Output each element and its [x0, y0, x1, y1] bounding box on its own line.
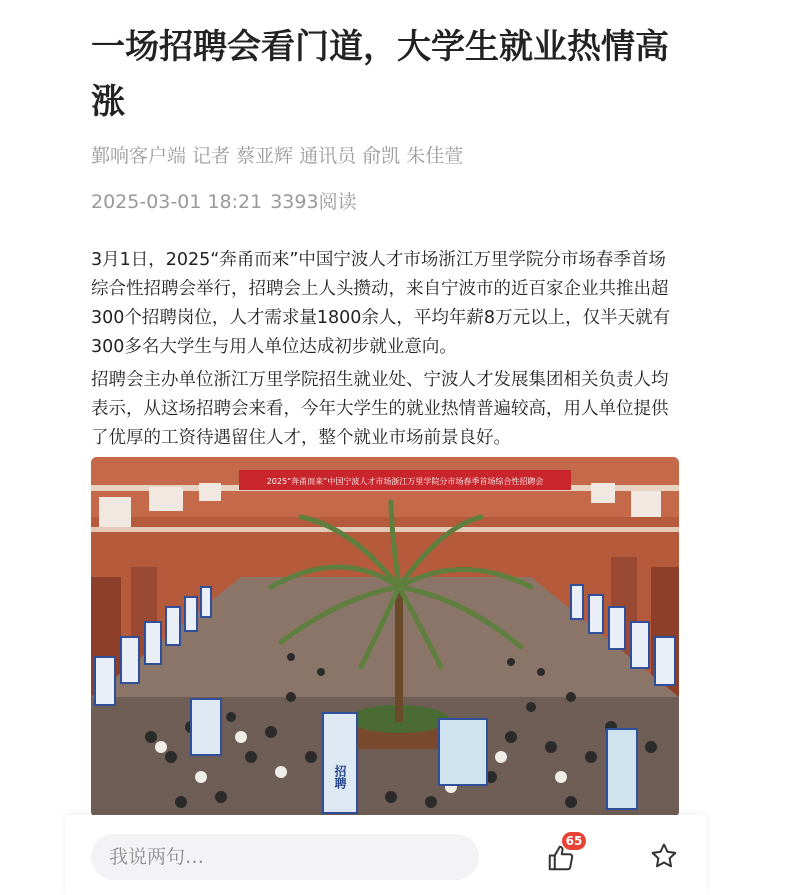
favorite-button[interactable] — [649, 841, 681, 873]
like-count-badge: 65 — [562, 832, 586, 850]
comment-input[interactable]: 我说两句… — [91, 834, 479, 880]
article-photo — [91, 457, 679, 817]
article-meta — [91, 188, 357, 216]
bottom-action-bar — [66, 815, 706, 895]
article-byline: 鄞响客户端 记者 蔡亚辉 通讯员 俞凯 朱佳萱 — [91, 145, 464, 167]
article-paragraph: 招聘会主办单位浙江万里学院招生就业处、宁波人才发展集团相关负责人均表示，从这场招聘会来看，今年大学生的就业热情普遍较高，用人单位提供了优厚的工资待遇留住人才，整个就业市场前景良好。 — [91, 370, 669, 448]
banner-text: 2025“奔甬而来”中国宁波人才市场浙江万里学院分市场春季首场综合性招聘会 — [266, 477, 544, 486]
star-icon — [649, 841, 679, 871]
like-button[interactable] — [546, 834, 583, 875]
publish-date: 2025-03-01 18:21 — [91, 191, 263, 213]
read-count: 3393阅读 — [270, 191, 357, 213]
poster-text: 招聘 — [333, 765, 347, 789]
article-title: 一场招聘会看门道，大学生就业热情高涨 — [91, 27, 669, 122]
article-paragraph: 3月1日，2025“奔甬而来”中国宁波人才市场浙江万里学院分市场春季首场综合性招聘会举行，招聘会上人头攒动，来自宁波市的近百家企业共推出超300个招聘岗位，人才需求量1800余人，平均年薪8万元以上，仅半天就有300多名大学生与用人单位达成初步就业意向。 — [91, 250, 671, 357]
